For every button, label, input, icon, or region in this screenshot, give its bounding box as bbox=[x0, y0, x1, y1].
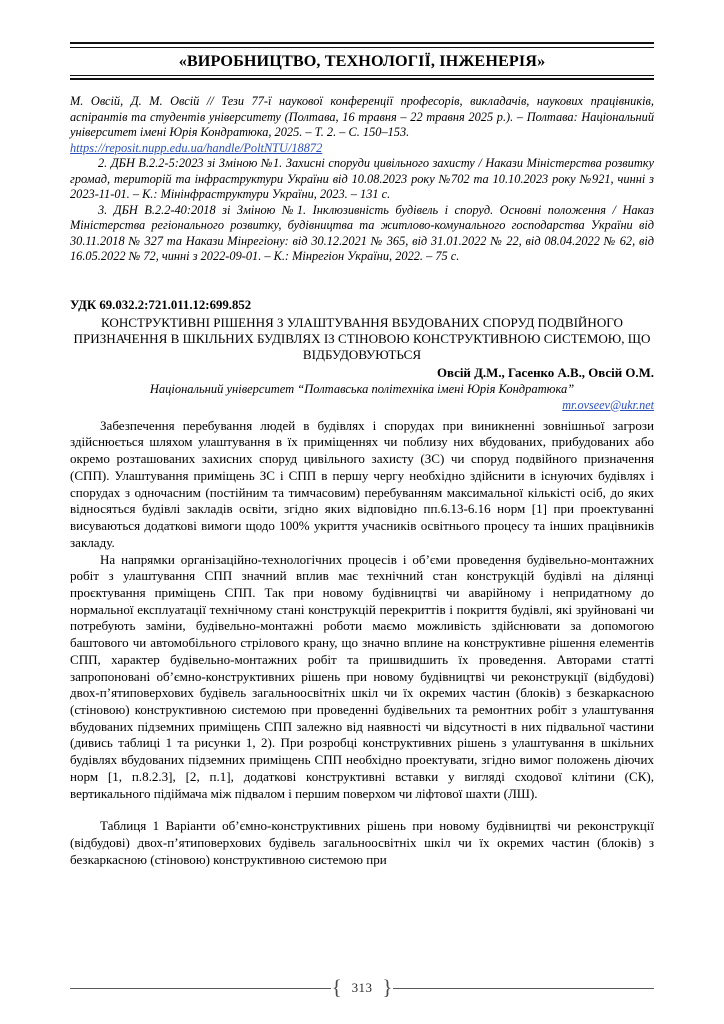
article-affiliation: Національний університет “Полтавська політехніка імені Юрія Кондратюка” bbox=[149, 382, 575, 397]
article-body bbox=[70, 418, 654, 803]
running-header-title: «ВИРОБНИЦТВО, ТЕХНОЛОГІЇ, ІНЖЕНЕРІЯ» bbox=[178, 51, 546, 70]
body-paragraph-1: Забезпечення перебування людей в будівлях і спорудах при виникненні зовнішньої загрози здійснюється шляхом улаштування в їх приміщеннях чи поблизу них вбудованих, прибудованих або окремо розташованих захисних споруд цивільного захисту (ЗС) чи споруд подвійного призначення (СПП). Улаштування приміщень ЗС і СПП в першу чергу необхідно здійснити в існуючих будівлях і спорудах з одночасним (постійним та тимчасовим) перебуванням максимальної кількісті осіб, до яких відносяться будівлі закладів освіти, згідно яких відповідно пп.6.13-6.16 норм [1] при проектуванні висуваються додаткові вимоги щодо 100% укриття учасників освітнього процесу та інших працівників закладу. bbox=[70, 417, 654, 550]
article-title: КОНСТРУКТИВНІ РІШЕННЯ З УЛАШТУВАННЯ ВБУДОВАНИХ СПОРУД ПОДВІЙНОГО ПРИЗНАЧЕННЯ В ШКІЛЬНИХ БУДІВЛЯХ ІЗ СТІНОВОЮ КОНСТРУКТИВНОЮ СИСТЕМОЮ, ЩО ВІДБУДОВУЮТЬСЯ bbox=[73, 314, 651, 363]
reference-item-continuation: М. Овсій, Д. М. Овсій // Тези 77-ї наукової конференції професорів, викладачів, наукових працівників, аспірантів та студентів університету (Полтава, 16 травня – 22 травня 2025 р.). – Полтава: Національний університет імені Юрія Кондратюка, 2025. – Т. 2. – С. 150–153. bbox=[70, 94, 654, 140]
author-email-link[interactable]: mr.ovseev@ukr.net bbox=[562, 397, 654, 412]
running-header bbox=[70, 42, 654, 80]
repository-url-link[interactable]: https://reposit.nupp.edu.ua/handle/PoltNTU/18872 bbox=[70, 140, 323, 155]
table-caption-block bbox=[70, 818, 654, 868]
page-number: 313 bbox=[351, 980, 373, 995]
footer-rule-right bbox=[393, 988, 654, 989]
header-rule-bottom bbox=[70, 75, 654, 81]
author-email-line bbox=[70, 398, 654, 413]
footer-rule-left bbox=[70, 988, 331, 989]
udc-code: УДК 69.032.2:721.011.12:699.852 bbox=[70, 298, 252, 313]
article-authors: Овсій Д.М., Гасенко А.В., Овсій О.М. bbox=[436, 365, 654, 380]
reference-item-2: 2. ДБН В.2.2-5:2023 зі Зміною №1. Захисні споруди цивільного захисту / Накази Міністерства розвитку громад, територій та інфраструктури України від 10.08.2023 року №702 та 10.10.2023 року №921, чинні з 2023-11-01. – К.: Мінінфраструктури України, 2023. – 131 с. bbox=[70, 156, 654, 202]
footer-brace-left-icon: { bbox=[331, 974, 342, 999]
page-footer bbox=[70, 976, 654, 1000]
table-1-caption: Таблиця 1 Варіанти об’ємно-конструктивних рішень при новому будівництві чи реконструкції (відбудові) двох-п’ятиповерхових будівель загальноосвітніх шкіл чи їх окремих частин (блоків) з безкаркасною (стіновою) конструктивною системою при bbox=[70, 818, 654, 867]
references-block bbox=[70, 94, 654, 264]
footer-brace-right-icon: } bbox=[382, 974, 393, 999]
reference-url-line bbox=[70, 141, 654, 156]
body-paragraph-2: На напрямки організаційно-технологічних процесів і об’єми проведення будівельно-монтажних робіт з улаштування СПП значний вплив має технічний стан конструкцій будівлі на ділянці проєктування приміщень СПП. Так при новому будівництві чи аварійному і непридатному до нормальної експлуатації технічному стані конструкцій перекриттів і покриття будівлі, які зруйновані чи потребують заміни, будівельно-монтажні роботи маємо можливість здійснювати за допомогою баштового чи автомобільного стрілового крану, що значно вплине на конструктивне рішення елементів СПП, характер будівельно-монтажних робіт та пришвидшить їх проведення. Авторами статті запропоновані об’ємно-конструктивних рішень при новому будівництві чи реконструкції (відбудові) двох-п’ятиповерхових будівель загальноосвітніх шкіл чи їх окремих частин (блоків) з безкаркасною (стіновою) конструктивною системою при проведенні будівельних та ремонтних робіт з улаштування вбудованих підземних приміщень СПП залежно від наявності чи відсутності в них підвальної частини (дивись таблиці 1 та рисунки 1, 2). При розробці конструктивних рішень з улаштування в шкільних будівлях вбудованих підземних приміщень СПП необхідно проектувати, згідно вимог положень діючих норм [1, п.8.2.3], [2, п.1], додаткові конструктивні вставки у вигляді сходової клітини (СК), вертикального підіймача між підвалом і першим поверхом чи ліфтової шахти (ЛШ). bbox=[70, 551, 654, 801]
reference-item-3: 3. ДБН В.2.2-40:2018 зі Зміною №1. Інклюзивність будівель і споруд. Основні положення / Наказ Міністерства регіонального розвитку, будівництва та житлово-комунального господарства України від 30.11.2018 № 327 та Накази Мінрегіону: від 30.12.2021 № 365, від 31.01.2022 № 22, від 08.04.2022 № 62, від 16.05.2022 № 72, чинні з 2022-09-01. – К.: Мінрегіон України, 2022. – 75 с. bbox=[70, 202, 654, 263]
